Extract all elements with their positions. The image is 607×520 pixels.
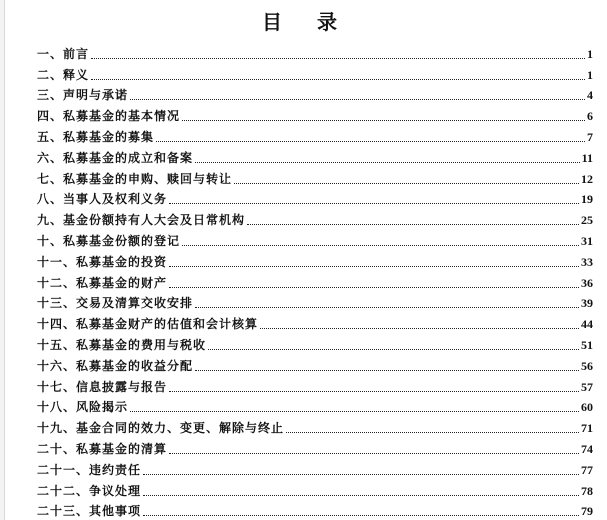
toc-entry[interactable] — [37, 478, 593, 499]
toc-entry[interactable] — [37, 311, 593, 332]
toc-entry-label: 九、基金份额持有人大会及日常机构 — [37, 213, 246, 228]
toc-entry[interactable] — [37, 228, 593, 249]
toc-entry[interactable] — [37, 249, 593, 270]
toc-leader-dots — [260, 328, 579, 329]
toc-entry[interactable] — [37, 187, 593, 208]
toc-entry-page-number: 60 — [581, 400, 593, 415]
toc-entry-label: 十一、私募基金的投资 — [37, 254, 168, 269]
toc-leader-dots — [208, 349, 579, 350]
toc-entry-page-number: 12 — [581, 171, 593, 186]
toc-entry-page-number: 1 — [587, 46, 593, 61]
toc-entry-label: 五、私募基金的募集 — [37, 129, 155, 144]
toc-entry[interactable] — [37, 124, 593, 145]
toc-leader-dots — [195, 370, 579, 371]
toc-entry-label: 二十三、其他事项 — [37, 504, 142, 519]
toc-entry-label: 一、前言 — [37, 46, 90, 61]
toc-entry[interactable] — [37, 166, 593, 187]
toc-entry-page-number: 71 — [581, 421, 593, 436]
toc-leader-dots — [91, 79, 585, 80]
toc-leader-dots — [169, 266, 579, 267]
toc-entry[interactable] — [37, 291, 593, 312]
toc-entry-label: 十六、私募基金的收益分配 — [37, 358, 194, 373]
toc-entry[interactable] — [37, 103, 593, 124]
toc-entry[interactable] — [37, 41, 593, 62]
toc-entry[interactable] — [37, 436, 593, 457]
toc-entry-page-number: 39 — [581, 296, 593, 311]
toc-entry-page-number: 78 — [581, 483, 593, 498]
toc-entry-label: 十二、私募基金的财产 — [37, 275, 168, 290]
toc-entry-page-number: 74 — [581, 441, 593, 456]
toc-entry-label: 四、私募基金的基本情况 — [37, 109, 181, 124]
toc-leader-dots — [143, 515, 579, 516]
toc-entry[interactable] — [37, 499, 593, 520]
toc-leader-dots — [182, 120, 585, 121]
toc-leader-dots — [195, 307, 579, 308]
toc-entry-label: 八、当事人及权利义务 — [37, 192, 168, 207]
toc-entry-label: 十、私募基金份额的登记 — [37, 233, 181, 248]
toc-entry-page-number: 51 — [581, 337, 593, 352]
toc-entry[interactable] — [37, 415, 593, 436]
toc-entry[interactable] — [37, 374, 593, 395]
toc-entry-label: 七、私募基金的申购、赎回与转让 — [37, 171, 233, 186]
toc-entry-page-number: 57 — [581, 379, 593, 394]
toc-entry-page-number: 11 — [581, 150, 593, 165]
toc-leader-dots — [195, 162, 580, 163]
toc-entry[interactable] — [37, 62, 593, 83]
toc-leader-dots — [247, 224, 579, 225]
toc-entry-page-number: 56 — [581, 358, 593, 373]
toc-leader-dots — [156, 141, 585, 142]
toc-entry-label: 二十、私募基金的清算 — [37, 441, 168, 456]
toc-leader-dots — [130, 99, 585, 100]
toc-entry[interactable] — [37, 457, 593, 478]
toc-entry-page-number: 6 — [587, 109, 593, 124]
toc-leader-dots — [286, 432, 579, 433]
toc-entry-label: 十五、私募基金的费用与税收 — [37, 337, 207, 352]
toc-entry[interactable] — [37, 270, 593, 291]
toc-entry-page-number: 7 — [587, 129, 593, 144]
toc-leader-dots — [169, 203, 579, 204]
toc-leader-dots — [169, 287, 579, 288]
toc-entry[interactable] — [37, 332, 593, 353]
toc-entry-label: 六、私募基金的成立和备案 — [37, 150, 194, 165]
toc-leader-dots — [91, 58, 585, 59]
toc-entry-page-number: 1 — [587, 67, 593, 82]
toc-entry-page-number: 19 — [581, 192, 593, 207]
toc-entry-page-number: 44 — [581, 317, 593, 332]
toc-leader-dots — [143, 495, 579, 496]
toc-entry-page-number: 36 — [581, 275, 593, 290]
toc-entry-page-number: 79 — [581, 504, 593, 519]
toc-entry[interactable] — [37, 395, 593, 416]
toc-leader-dots — [130, 411, 579, 412]
toc-entry-page-number: 25 — [581, 213, 593, 228]
toc-entry-label: 十九、基金合同的效力、变更、解除与终止 — [37, 421, 285, 436]
toc-entry-label: 十八、风险揭示 — [37, 400, 129, 415]
toc-leader-dots — [182, 245, 579, 246]
toc-entry-label: 十四、私募基金财产的估值和会计核算 — [37, 317, 259, 332]
toc-entry[interactable] — [37, 83, 593, 104]
toc-entry-label: 三、声明与承诺 — [37, 88, 129, 103]
toc-title: 目 录 — [262, 10, 351, 34]
toc-entry[interactable] — [37, 207, 593, 228]
toc-entry-label: 二十一、违约责任 — [37, 462, 142, 477]
toc-entry[interactable] — [37, 145, 593, 166]
toc-entry-page-number: 31 — [581, 233, 593, 248]
toc-entry-page-number: 33 — [581, 254, 593, 269]
toc-entry-label: 二、释义 — [37, 67, 90, 82]
toc-leader-dots — [234, 183, 579, 184]
toc-entry-page-number: 77 — [581, 462, 593, 477]
toc-leader-dots — [169, 453, 579, 454]
toc-entry-label: 二十二、争议处理 — [37, 483, 142, 498]
toc-entry-page-number: 4 — [587, 88, 593, 103]
toc-leader-dots — [169, 391, 579, 392]
toc-entry-label: 十七、信息披露与报告 — [37, 379, 168, 394]
document-page — [4, 0, 607, 520]
toc-leader-dots — [143, 474, 579, 475]
toc-entry-label: 十三、交易及清算交收安排 — [37, 296, 194, 311]
table-of-contents — [37, 41, 593, 519]
toc-entry[interactable] — [37, 353, 593, 374]
